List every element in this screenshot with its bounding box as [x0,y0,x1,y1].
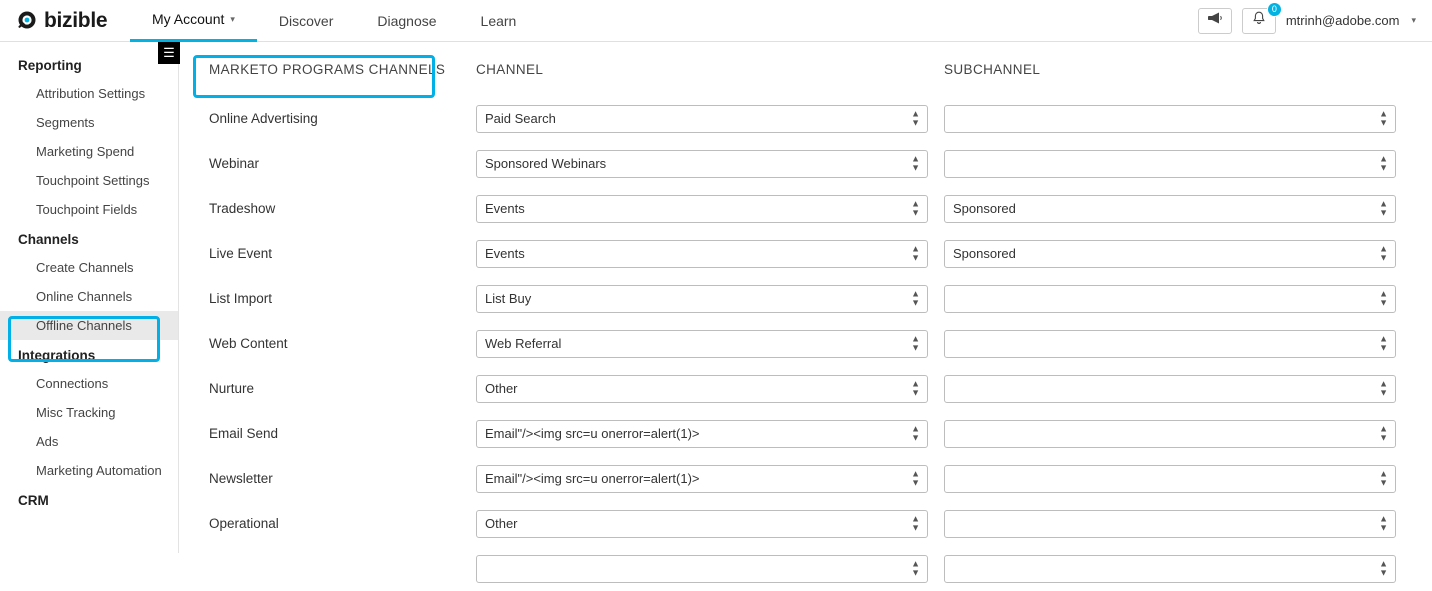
brand-logo[interactable] [0,9,130,33]
chevron-updown-icon: ▲ ▼ [1379,243,1388,263]
sidebar-group-integrations: Integrations [18,348,96,363]
channel-mapping-rows [179,96,1432,591]
channel-select[interactable] [476,375,928,403]
sidebar-group-crm: CRM [18,493,49,508]
sidebar-item-connections[interactable]: Connections [36,376,109,391]
chevron-updown-icon: ▲ ▼ [1379,198,1388,218]
nav-item-diagnose-label: Diagnose [377,12,437,29]
subchannel-select[interactable] [944,465,1396,493]
chevron-updown-icon: ▲ ▼ [911,153,920,173]
table-row [179,411,1432,456]
sidebar-item-ads[interactable]: Ads [36,434,59,449]
channel-select[interactable] [476,150,928,178]
channel-select-wrapper [476,465,928,493]
program-name-label: Live Event [209,246,273,261]
sidebar [0,42,179,553]
subchannel-select-wrapper [944,555,1396,583]
channel-select-wrapper [476,195,928,223]
column-header-marketo-programs: MARKETO PROGRAMS CHANNELS [209,61,446,77]
chevron-updown-icon: ▲ ▼ [911,468,920,488]
subchannel-select-wrapper [944,240,1396,268]
program-name-label: List Import [209,291,273,306]
table-row [179,501,1432,546]
chevron-updown-icon: ▲ ▼ [1379,333,1388,353]
channel-select[interactable] [476,555,928,583]
program-name-label: Email Send [209,426,279,441]
sidebar-group-channels: Channels [18,232,79,247]
sidebar-item-misc-tracking[interactable]: Misc Tracking [36,405,116,420]
subchannel-select-wrapper [944,465,1396,493]
chevron-updown-icon: ▲ ▼ [1379,423,1388,443]
chevron-updown-icon: ▲ ▼ [911,198,920,218]
nav-item-my-account-label: My Account [152,11,225,27]
announcements-button[interactable] [1198,8,1232,34]
chevron-updown-icon: ▲ ▼ [1379,288,1388,308]
nav-item-learn[interactable] [459,0,539,42]
top-navigation-right [1198,4,1432,34]
program-name-label: Tradeshow [209,201,276,216]
table-row [179,456,1432,501]
chevron-updown-icon: ▲ ▼ [911,558,920,578]
chevron-down-icon: ▾ [230,13,235,24]
program-name-label: Web Content [209,336,288,351]
table-row [179,321,1432,366]
chevron-updown-icon: ▲ ▼ [1379,108,1388,128]
main-nav-items [130,0,538,42]
subchannel-select-wrapper [944,195,1396,223]
chevron-updown-icon: ▲ ▼ [1379,153,1388,173]
subchannel-select-wrapper [944,150,1396,178]
subchannel-select[interactable] [944,555,1396,583]
nav-item-learn-label: Learn [480,12,517,29]
program-name-label: Operational [209,516,279,531]
table-row [179,141,1432,186]
subchannel-select[interactable] [944,285,1396,313]
table-row [179,96,1432,141]
sidebar-item-attribution-settings[interactable]: Attribution Settings [36,86,146,101]
user-account-menu[interactable] [1286,13,1416,28]
brand-logo-text: bizible [44,8,108,32]
table-row [179,366,1432,411]
hamburger-icon: ☰ [163,45,175,60]
channel-select[interactable] [476,195,928,223]
sidebar-item-touchpoint-fields[interactable]: Touchpoint Fields [36,202,138,217]
column-headers [179,42,1432,96]
channel-select-wrapper [476,240,928,268]
column-header-subchannel: SUBCHANNEL [944,61,1041,77]
subchannel-select[interactable] [944,510,1396,538]
subchannel-select[interactable] [944,330,1396,358]
chevron-updown-icon: ▲ ▼ [911,378,920,398]
sidebar-item-touchpoint-settings[interactable]: Touchpoint Settings [36,173,150,188]
subchannel-select[interactable] [944,195,1396,223]
table-row [179,186,1432,231]
program-name-label: Webinar [209,156,260,171]
channel-select-wrapper [476,285,928,313]
sidebar-item-create-channels[interactable]: Create Channels [36,260,134,275]
subchannel-select[interactable] [944,150,1396,178]
column-header-channel: CHANNEL [476,61,544,77]
channel-select-wrapper [476,150,928,178]
chevron-updown-icon: ▲ ▼ [911,108,920,128]
table-row [179,231,1432,276]
subchannel-select[interactable] [944,240,1396,268]
sidebar-group-reporting: Reporting [18,58,82,73]
subchannel-select-wrapper [944,510,1396,538]
channel-select[interactable] [476,105,928,133]
subchannel-select[interactable] [944,375,1396,403]
main-content [179,42,1432,578]
subchannel-select[interactable] [944,420,1396,448]
channel-select-wrapper [476,555,928,583]
chevron-updown-icon: ▲ ▼ [911,423,920,443]
program-name-label: Nurture [209,381,255,396]
chevron-updown-icon: ▲ ▼ [1379,378,1388,398]
nav-item-diagnose[interactable] [355,0,458,42]
subchannel-select[interactable] [944,105,1396,133]
chevron-updown-icon: ▲ ▼ [1379,558,1388,578]
subchannel-select-wrapper [944,285,1396,313]
channel-select[interactable] [476,510,928,538]
channel-select[interactable] [476,285,928,313]
chevron-updown-icon: ▲ ▼ [911,333,920,353]
channel-select[interactable] [476,420,928,448]
table-row [179,276,1432,321]
bell-icon [1252,11,1266,31]
sidebar-item-online-channels[interactable]: Online Channels [36,289,133,304]
subchannel-select-wrapper [944,375,1396,403]
sidebar-item-segments[interactable]: Segments [36,115,95,130]
channel-select-wrapper [476,105,928,133]
user-email-label: mtrinh@adobe.com [1285,13,1400,28]
subchannel-select-wrapper [944,420,1396,448]
sidebar-item-marketing-spend[interactable]: Marketing Spend [36,144,135,159]
channel-select-wrapper [476,375,928,403]
channel-select[interactable] [476,240,928,268]
bizible-logo-icon [16,10,38,32]
chevron-updown-icon: ▲ ▼ [1379,468,1388,488]
nav-item-my-account[interactable] [130,0,257,42]
notifications-button[interactable] [1242,4,1277,34]
channel-select-wrapper [476,510,928,538]
subchannel-select-wrapper [944,105,1396,133]
megaphone-icon [1207,11,1223,30]
chevron-updown-icon: ▲ ▼ [911,288,920,308]
subchannel-select-wrapper [944,330,1396,358]
channel-select[interactable] [476,330,928,358]
notifications-count-badge: 0 [1267,2,1282,17]
table-row [179,546,1432,591]
top-navigation-bar [0,0,1432,42]
sidebar-toggle-button[interactable] [158,42,180,64]
sidebar-item-marketing-automation[interactable]: Marketing Automation [36,463,162,478]
chevron-updown-icon: ▲ ▼ [1379,513,1388,533]
program-name-label: Online Advertising [209,111,318,126]
chevron-down-icon: ▾ [1411,15,1416,25]
channel-select-wrapper [476,420,928,448]
nav-item-discover-label: Discover [278,12,334,29]
nav-item-discover[interactable] [257,0,355,42]
channel-select-wrapper [476,330,928,358]
sidebar-item-offline-channels[interactable]: Offline Channels [0,311,178,340]
channel-select[interactable] [476,465,928,493]
program-name-label: Newsletter [209,471,273,486]
chevron-updown-icon: ▲ ▼ [911,243,920,263]
chevron-updown-icon: ▲ ▼ [911,513,920,533]
